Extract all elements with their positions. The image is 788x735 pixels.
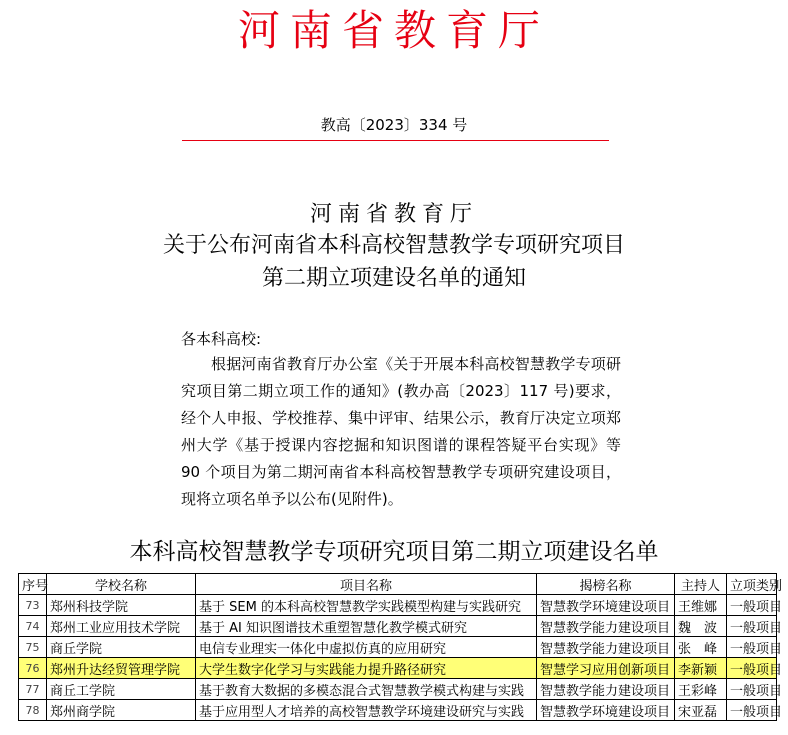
column-header-category: 立项类别: [727, 574, 777, 595]
document-number: 教高〔2023〕334 号: [320, 116, 468, 134]
table-header-row: [19, 574, 777, 595]
notice-body-paragraph: 根据河南省教育厅办公室《关于开展本科高校智慧教学专项研究项目第二期立项工作的通知》(教办高〔2023〕117 号)要求，经个人申报、学校推荐、集中评审、结果公示，教育厅决定立项郑州大学《基于授课内容挖掘和知识图谱的课程答疑平台实现》等 90 个项目为第二期河南省本科高校智慧教学专项研究建设项目，现将立项名单予以公布(见附件)。: [181, 355, 621, 508]
cell-leader: 宋亚磊: [675, 700, 727, 721]
cell-category: 一般项目: [727, 595, 777, 616]
red-divider-line: [182, 140, 609, 141]
cell-project: 基于 SEM 的本科高校智慧教学实践模型构建与实践研究: [196, 595, 537, 616]
cell-no: 78: [19, 700, 47, 721]
cell-leader: 王彩峰: [675, 679, 727, 700]
project-list-table: [18, 573, 783, 721]
table-row: [19, 595, 777, 616]
cell-school: 郑州工业应用技术学院: [47, 616, 196, 637]
cell-no: 77: [19, 679, 47, 700]
table-row: [19, 679, 777, 700]
cell-theme: 智慧教学能力建设项目: [537, 616, 675, 637]
addressee: 各本科高校:: [181, 330, 262, 348]
cell-category: 一般项目: [727, 700, 777, 721]
cell-no: 76: [19, 658, 47, 679]
cell-leader: 张 峰: [675, 637, 727, 658]
cell-leader: 王维娜: [675, 595, 727, 616]
cell-theme: 智慧教学环境建设项目: [537, 595, 675, 616]
table-row: [19, 658, 777, 679]
cell-school: 郑州升达经贸管理学院: [47, 658, 196, 679]
table-row: [19, 637, 777, 658]
cell-no: 73: [19, 595, 47, 616]
cell-leader: 魏 波: [675, 616, 727, 637]
cell-theme: 智慧教学环境建设项目: [537, 700, 675, 721]
column-header-leader: 主持人: [675, 574, 727, 595]
column-header-project: 项目名称: [196, 574, 537, 595]
notice-title-line-1: 河南省教育厅: [309, 202, 478, 227]
cell-school: 郑州商学院: [47, 700, 196, 721]
column-header-theme: 揭榜名称: [537, 574, 675, 595]
table-body: [19, 595, 783, 721]
cell-category: 一般项目: [727, 616, 777, 637]
cell-theme: 智慧学习应用创新项目: [537, 658, 675, 679]
cell-leader: 李新颖: [675, 658, 727, 679]
cell-theme: 智慧教学能力建设项目: [537, 637, 675, 658]
cell-project: 基于 AI 知识图谱技术重塑智慧化教学模式研究: [196, 616, 537, 637]
attachment-list-title: 本科高校智慧教学专项研究项目第二期立项建设名单: [129, 539, 659, 565]
notice-title-line-3: 第二期立项建设名单的通知: [261, 266, 526, 291]
cell-project: 基于教育大数据的多模态混合式智慧教学模式构建与实践: [196, 679, 537, 700]
notice-title-line-2: 关于公布河南省本科高校智慧教学专项研究项目: [162, 233, 625, 258]
column-header-no: 序号: [19, 574, 47, 595]
issuing-authority-title: 河南省教育厅: [237, 6, 550, 55]
cell-category: 一般项目: [727, 637, 777, 658]
table-row: [19, 700, 777, 721]
table-row: [19, 616, 777, 637]
cell-school: 商丘学院: [47, 637, 196, 658]
cell-no: 74: [19, 616, 47, 637]
cell-category: 一般项目: [727, 679, 777, 700]
cell-category: 一般项目: [727, 658, 777, 679]
cell-school: 商丘工学院: [47, 679, 196, 700]
cell-project: 电信专业理实一体化中虚拟仿真的应用研究: [196, 637, 537, 658]
cell-theme: 智慧教学能力建设项目: [537, 679, 675, 700]
cell-project: 大学生数字化学习与实践能力提升路径研究: [196, 658, 537, 679]
column-header-school: 学校名称: [47, 574, 196, 595]
cell-no: 75: [19, 637, 47, 658]
cell-school: 郑州科技学院: [47, 595, 196, 616]
cell-project: 基于应用型人才培养的高校智慧教学环境建设研究与实践: [196, 700, 537, 721]
